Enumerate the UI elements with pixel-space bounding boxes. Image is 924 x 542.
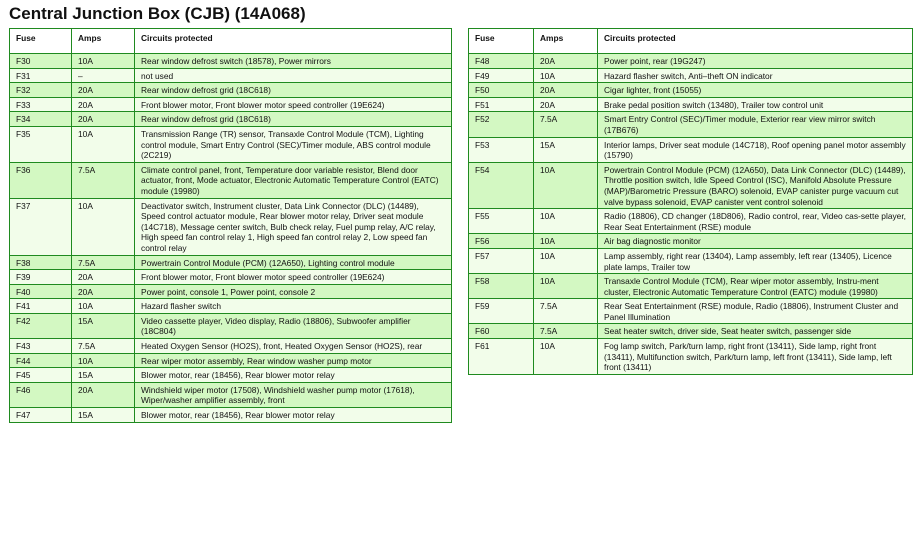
table-row bbox=[10, 353, 452, 368]
table-row bbox=[10, 54, 452, 69]
table-row bbox=[10, 255, 452, 270]
table-header-row bbox=[10, 29, 452, 54]
amps-cell: 20A bbox=[72, 382, 135, 407]
fuse-cell: F50 bbox=[469, 83, 534, 98]
amps-cell: 7.5A bbox=[72, 255, 135, 270]
amps-cell: 20A bbox=[534, 83, 598, 98]
table-row bbox=[469, 97, 913, 112]
fuse-cell: F39 bbox=[10, 270, 72, 285]
fuse-cell: F41 bbox=[10, 299, 72, 314]
amps-cell: 15A bbox=[72, 313, 135, 338]
circuits-cell: Video cassette player, Video display, Radio (18806), Subwoofer amplifier (18C804) bbox=[135, 313, 452, 338]
fuse-cell: F30 bbox=[10, 54, 72, 69]
amps-cell: 10A bbox=[534, 248, 598, 273]
header-circuits: Circuits protected bbox=[598, 29, 913, 54]
circuits-cell: Hazard flasher switch, Anti–theft ON indicator bbox=[598, 68, 913, 83]
amps-cell: 10A bbox=[534, 234, 598, 249]
circuits-cell: not used bbox=[135, 68, 452, 83]
fuse-cell: F44 bbox=[10, 353, 72, 368]
circuits-cell: Smart Entry Control (SEC)/Timer module, Exterior rear view mirror switch (17B676) bbox=[598, 112, 913, 137]
circuits-cell: Air bag diagnostic monitor bbox=[598, 234, 913, 249]
circuits-cell: Blower motor, rear (18456), Rear blower motor relay bbox=[135, 408, 452, 423]
fuse-cell: F34 bbox=[10, 112, 72, 127]
table-row bbox=[469, 137, 913, 162]
amps-cell: – bbox=[72, 68, 135, 83]
circuits-cell: Seat heater switch, driver side, Seat heater switch, passenger side bbox=[598, 324, 913, 339]
circuits-cell: Power point, rear (19G247) bbox=[598, 54, 913, 69]
header-amps: Amps bbox=[72, 29, 135, 54]
fuse-cell: F51 bbox=[469, 97, 534, 112]
table-row bbox=[469, 162, 913, 208]
circuits-cell: Rear window defrost grid (18C618) bbox=[135, 83, 452, 98]
fuse-table-right bbox=[468, 28, 913, 375]
amps-cell: 15A bbox=[72, 368, 135, 383]
amps-cell: 10A bbox=[534, 68, 598, 83]
circuits-cell: Blower motor, rear (18456), Rear blower motor relay bbox=[135, 368, 452, 383]
circuits-cell: Radio (18806), CD changer (18D806), Radio control, rear, Video cas-sette player, Rear Seat Entertainment (RSE) module bbox=[598, 209, 913, 234]
amps-cell: 10A bbox=[72, 198, 135, 255]
table-row bbox=[469, 248, 913, 273]
fuse-cell: F31 bbox=[10, 68, 72, 83]
circuits-cell: Powertrain Control Module (PCM) (12A650), Data Link Connector (DLC) (14489), Throttle position switch, Idle Speed Control (ISC), Manifold Absolute Pressure (MAP)/Barometric Pressure (BARO) solenoid, EVAP canister purge vacuum cut valve bypass solenoid, EVAP canister vent control solenoid bbox=[598, 162, 913, 208]
table-row bbox=[469, 112, 913, 137]
fuse-cell: F47 bbox=[10, 408, 72, 423]
table-row bbox=[469, 68, 913, 83]
circuits-cell: Transaxle Control Module (TCM), Rear wiper motor assembly, Instru-ment cluster, Electronic Automatic Temperature Control (EATC) module (19980) bbox=[598, 274, 913, 299]
circuits-cell: Interior lamps, Driver seat module (14C718), Roof opening panel motor assembly (15790) bbox=[598, 137, 913, 162]
circuits-cell: Rear wiper motor assembly, Rear window washer pump motor bbox=[135, 353, 452, 368]
amps-cell: 10A bbox=[534, 209, 598, 234]
amps-cell: 7.5A bbox=[534, 299, 598, 324]
fuse-cell: F40 bbox=[10, 284, 72, 299]
table-row bbox=[10, 382, 452, 407]
fuse-cell: F43 bbox=[10, 339, 72, 354]
page-title: Central Junction Box (CJB) (14A068) bbox=[9, 4, 306, 23]
fuse-cell: F57 bbox=[469, 248, 534, 273]
amps-cell: 20A bbox=[72, 284, 135, 299]
circuits-cell: Hazard flasher switch bbox=[135, 299, 452, 314]
circuits-cell: Climate control panel, front, Temperature door variable resistor, Blend door actuator, front, Mode actuator, Electronic Automatic Temperature Control (EATC) module (19980) bbox=[135, 162, 452, 198]
table-row bbox=[10, 68, 452, 83]
table-row bbox=[469, 209, 913, 234]
circuits-cell: Deactivator switch, Instrument cluster, Data Link Connector (DLC) (14489), Speed control actuator module, Rear blower motor relay, Driver seat module (14C718), Message center switch, Bulb check relay, Fuel pump relay, A/C relay, High speed fan control relay 1, High speed fan control relay 2, Low speed fan control relay bbox=[135, 198, 452, 255]
circuits-cell: Transmission Range (TR) sensor, Transaxle Control Module (TCM), Lighting control module, Smart Entry Control (SEC)/Timer module, ABS control module (2C219) bbox=[135, 126, 452, 162]
fuse-cell: F49 bbox=[469, 68, 534, 83]
table-row bbox=[469, 83, 913, 98]
circuits-cell: Power point, console 1, Power point, console 2 bbox=[135, 284, 452, 299]
amps-cell: 7.5A bbox=[534, 112, 598, 137]
table-row bbox=[10, 83, 452, 98]
table-row bbox=[10, 270, 452, 285]
amps-cell: 10A bbox=[72, 126, 135, 162]
amps-cell: 15A bbox=[72, 408, 135, 423]
circuits-cell: Windshield wiper motor (17508), Windshield washer pump motor (17618), Wiper/washer amplifier assembly, front bbox=[135, 382, 452, 407]
header-circuits: Circuits protected bbox=[135, 29, 452, 54]
amps-cell: 10A bbox=[534, 274, 598, 299]
circuits-cell: Brake pedal position switch (13480), Trailer tow control unit bbox=[598, 97, 913, 112]
table-row bbox=[10, 112, 452, 127]
circuits-cell: Rear Seat Entertainment (RSE) module, Radio (18806), Instrument Cluster and Panel Illumination bbox=[598, 299, 913, 324]
circuits-cell: Lamp assembly, right rear (13404), Lamp assembly, left rear (13405), Licence plate lamps, Trailer tow bbox=[598, 248, 913, 273]
circuits-cell: Heated Oxygen Sensor (HO2S), front, Heated Oxygen Sensor (HO2S), rear bbox=[135, 339, 452, 354]
table-row bbox=[10, 284, 452, 299]
amps-cell: 10A bbox=[72, 54, 135, 69]
fuse-cell: F59 bbox=[469, 299, 534, 324]
fuse-cell: F32 bbox=[10, 83, 72, 98]
fuse-cell: F36 bbox=[10, 162, 72, 198]
header-fuse: Fuse bbox=[469, 29, 534, 54]
amps-cell: 20A bbox=[72, 270, 135, 285]
amps-cell: 20A bbox=[534, 54, 598, 69]
amps-cell: 20A bbox=[72, 83, 135, 98]
circuits-cell: Rear window defrost grid (18C618) bbox=[135, 112, 452, 127]
fuse-cell: F54 bbox=[469, 162, 534, 208]
fuse-cell: F56 bbox=[469, 234, 534, 249]
fuse-cell: F35 bbox=[10, 126, 72, 162]
header-amps: Amps bbox=[534, 29, 598, 54]
circuits-cell: Powertrain Control Module (PCM) (12A650), Lighting control module bbox=[135, 255, 452, 270]
fuse-cell: F42 bbox=[10, 313, 72, 338]
fuse-cell: F55 bbox=[469, 209, 534, 234]
fuse-cell: F60 bbox=[469, 324, 534, 339]
fuse-cell: F45 bbox=[10, 368, 72, 383]
table-row bbox=[469, 299, 913, 324]
fuse-cell: F46 bbox=[10, 382, 72, 407]
fuse-table-left bbox=[9, 28, 452, 423]
table-row bbox=[10, 198, 452, 255]
header-fuse: Fuse bbox=[10, 29, 72, 54]
table-row bbox=[10, 299, 452, 314]
amps-cell: 20A bbox=[72, 112, 135, 127]
amps-cell: 7.5A bbox=[72, 339, 135, 354]
circuits-cell: Fog lamp switch, Park/turn lamp, right front (13411), Side lamp, right front (13411), Multifunction switch, Park/turn lamp, left front (13411), Side lamp, left front (13411) bbox=[598, 339, 913, 375]
table-row bbox=[469, 274, 913, 299]
circuits-cell: Cigar lighter, front (15055) bbox=[598, 83, 913, 98]
fuse-cell: F61 bbox=[469, 339, 534, 375]
amps-cell: 10A bbox=[534, 162, 598, 208]
table-row bbox=[469, 234, 913, 249]
table-row bbox=[10, 408, 452, 423]
circuits-cell: Rear window defrost switch (18578), Power mirrors bbox=[135, 54, 452, 69]
fuse-cell: F58 bbox=[469, 274, 534, 299]
fuse-cell: F33 bbox=[10, 97, 72, 112]
fuse-cell: F48 bbox=[469, 54, 534, 69]
amps-cell: 15A bbox=[534, 137, 598, 162]
fuse-cell: F38 bbox=[10, 255, 72, 270]
amps-cell: 10A bbox=[72, 299, 135, 314]
table-row bbox=[10, 313, 452, 338]
fuse-cell: F52 bbox=[469, 112, 534, 137]
amps-cell: 10A bbox=[72, 353, 135, 368]
amps-cell: 20A bbox=[534, 97, 598, 112]
fuse-cell: F37 bbox=[10, 198, 72, 255]
table-row bbox=[469, 54, 913, 69]
table-header-row bbox=[469, 29, 913, 54]
table-row bbox=[469, 324, 913, 339]
table-row bbox=[10, 162, 452, 198]
table-row bbox=[10, 126, 452, 162]
circuits-cell: Front blower motor, Front blower motor speed controller (19E624) bbox=[135, 270, 452, 285]
amps-cell: 20A bbox=[72, 97, 135, 112]
table-row bbox=[469, 339, 913, 375]
circuits-cell: Front blower motor, Front blower motor speed controller (19E624) bbox=[135, 97, 452, 112]
amps-cell: 10A bbox=[534, 339, 598, 375]
amps-cell: 7.5A bbox=[72, 162, 135, 198]
amps-cell: 7.5A bbox=[534, 324, 598, 339]
table-row bbox=[10, 368, 452, 383]
fuse-cell: F53 bbox=[469, 137, 534, 162]
table-row bbox=[10, 339, 452, 354]
table-row bbox=[10, 97, 452, 112]
